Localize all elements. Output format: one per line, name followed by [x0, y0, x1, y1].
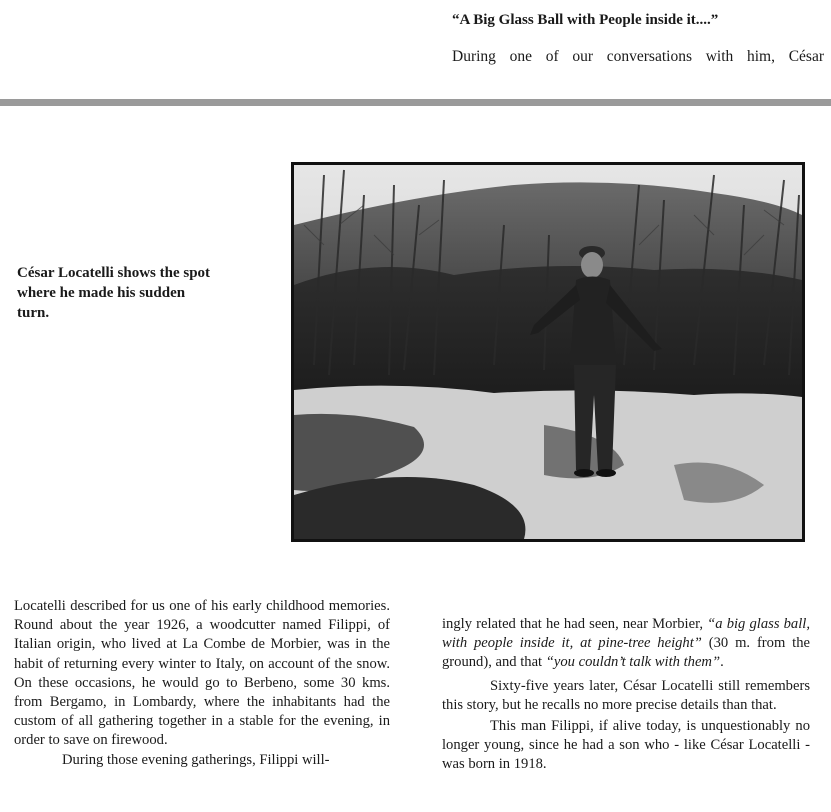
- left-column: [14, 597, 390, 770]
- right-paragraph-1: [442, 615, 810, 673]
- section-divider: [0, 99, 831, 106]
- intro-line: During one of our conversations with him, César: [452, 48, 824, 65]
- quote-glass-ball: “a big glass ball, with people inside it, at pine-tree height”: [442, 616, 810, 652]
- photograph-image: [294, 165, 802, 539]
- text-run: (30 m. from the ground), and that: [442, 635, 810, 671]
- photo-caption: César Locatelli shows the spot where he made his sudden turn.: [17, 265, 211, 321]
- photograph: [291, 162, 805, 542]
- left-paragraph-2: During those evening gatherings, Filippi will-: [62, 751, 330, 768]
- right-column: [442, 615, 810, 775]
- right-paragraph-3: This man Filippi, if alive today, is unquestionably no longer young, since he had a son who - like César Locatelli - was born in 1918.: [442, 718, 810, 773]
- text-run: .: [720, 654, 724, 671]
- quote-talk: “you couldn’t talk with them”: [545, 654, 721, 671]
- right-paragraph-2: Sixty-five years later, César Locatelli still remembers this story, but he recalls no more precise details than that.: [442, 677, 810, 713]
- text-run: ingly related that he had seen, near Morbier,: [442, 616, 708, 632]
- article-heading: “A Big Glass Ball with People inside it....”: [452, 12, 719, 28]
- left-paragraph-1: Locatelli described for us one of his early childhood memories. Round about the year 1926, a woodcutter named Filippi, of Italian origin, who lived at La Combe de Morbier, was in the habit of returning every winter to Italy, on account of the snow. On these occasions, he would go to Berbeno, some 30 kms. from Bergamo, in Lombardy, where the inhabitants had the custom of all gathering together in a stable for the evening, in order to save on firewood.: [14, 598, 390, 749]
